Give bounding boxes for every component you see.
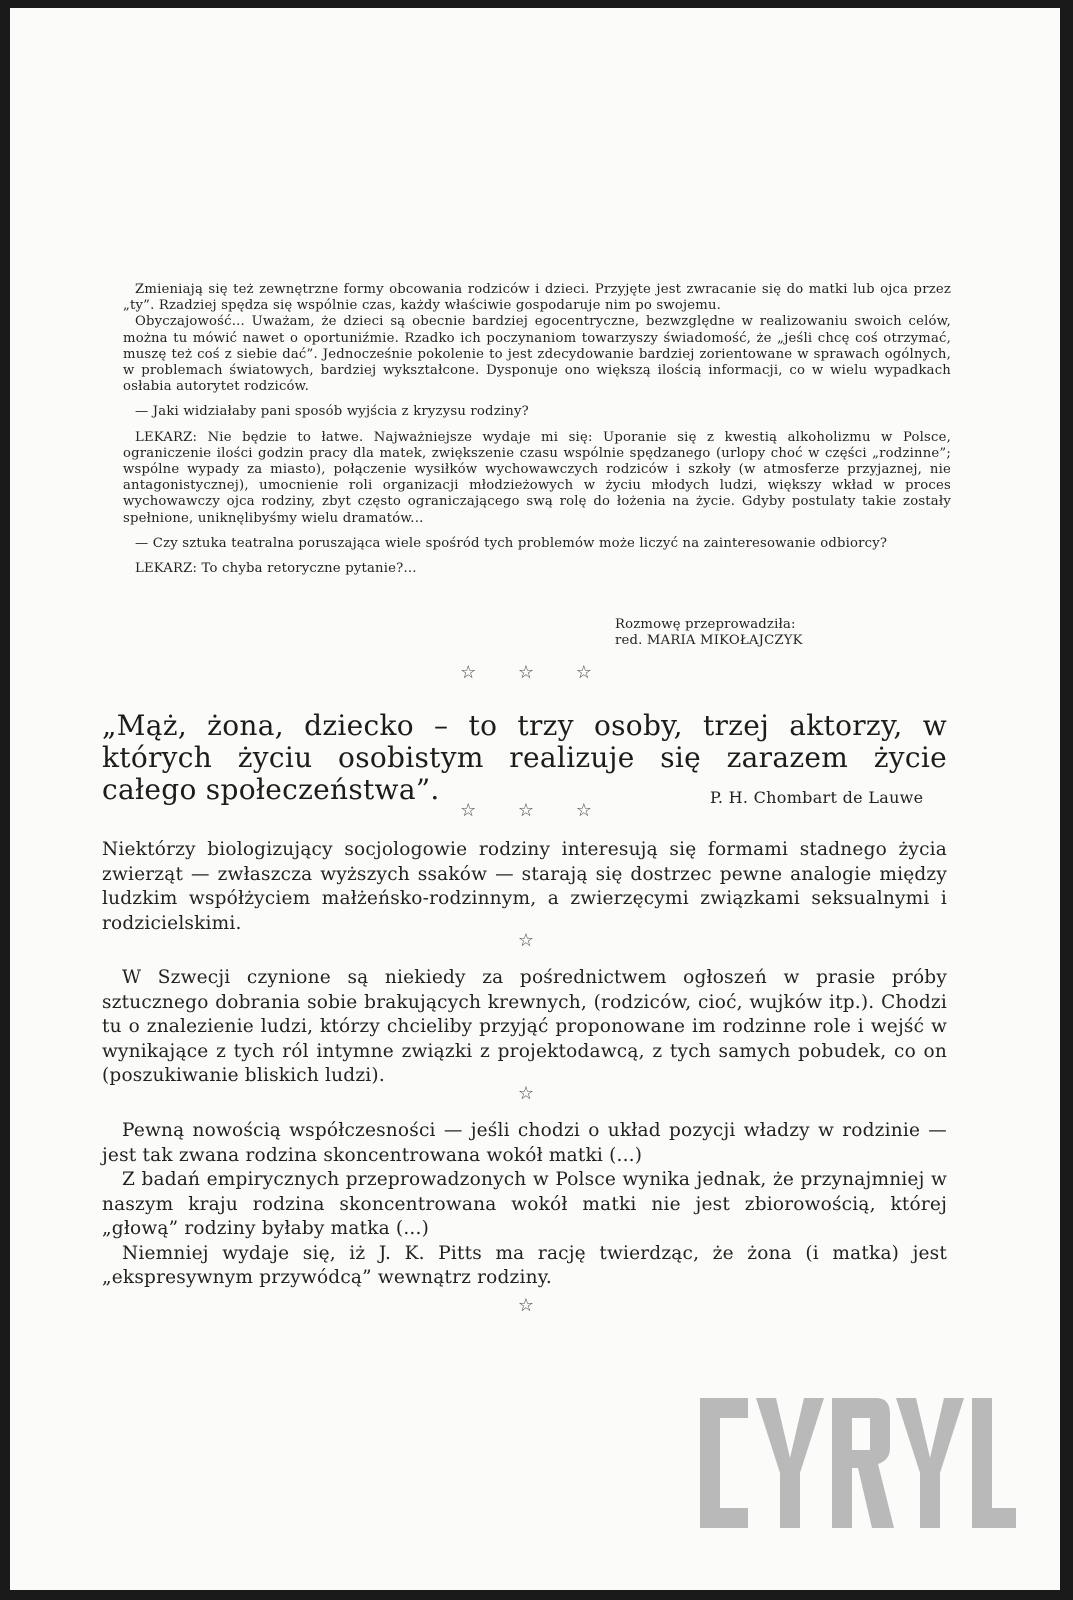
credit-line-2: red. MARIA MIKOŁAJCZYK (615, 633, 803, 648)
credit-line-1: Rozmowę przeprowadziła: (615, 617, 796, 632)
interview-section (123, 282, 951, 577)
document-page (10, 8, 1060, 1590)
watermark-letters (700, 1398, 1016, 1528)
star-separator-2: ☆ ☆ ☆ (460, 800, 610, 821)
section-3-paragraph-1: Pewną nowością współczesności — jeśli chodzi o układ pozycji władzy w rodzinie — jest tak zwana rodzina skoncentrowana wokół matki (...) (102, 1120, 947, 1166)
interview-answer-1: LEKARZ: Nie będzie to łatwe. Najważniejsze wydaje mi się: Uporanie się z kwestią alkoholizmu w Polsce, ograniczenie ilości godzin pracy dla matek, zwiększenie czasu wspólnie spędzanego (urlopy choć w części „rodzinne”; wspólne wypady za miasto), połączenie wysiłków wychowawczych rodziców i szkoły (w atmosferze przyjaznej, nie antagonistycznej), umocnienie roli organizacji młodzieżowych w życiu młodych ludzi, większy wkład w proces wychowawczy ojca rodziny, zbyt często ograniczającego swą rolę do łożenia na życie. Gdyby postulaty takie zostały spełnione, uniknęlibyśmy wielu dramatów... (123, 429, 951, 526)
section-3 (102, 1119, 947, 1291)
motto-quote: „Mąż, żona, dziecko – to trzy osoby, trzej aktorzy, w których życiu osobistym realizuje się zarazem życie całego społeczeństwa”. (102, 709, 947, 806)
star-separator-4: ☆ (517, 1083, 553, 1104)
section-1-text: Niektórzy biologizujący socjologowie rodziny interesują się formami stadnego życia zwierząt — zwłaszcza wyższych ssaków — starają się dostrzec pewne analogie między ludzkim współżyciem małżeńsko-rodzinnym, a zwierzęcymi związkami seksualnymi i rodzicielskimi. (102, 839, 947, 934)
section-3-paragraph-3: Niemniej wydaje się, iż J. K. Pitts ma rację twierdząc, że żona (i matka) jest „ekspresywnym przywódcą” wewnątrz rodziny. (102, 1242, 947, 1288)
section-1 (102, 838, 947, 936)
star-separator-3: ☆ (517, 930, 553, 951)
interview-answer-2: LEKARZ: To chyba retoryczne pytanie?... (135, 561, 417, 577)
section-2-text: W Szwecji czynione są niekiedy za pośrednictwem ogłoszeń w prasie próby sztucznego dobrania sobie brakujących krewnych, (rodziców, cioć, wujków itp.). Chodzi tu o znalezienie ludzi, którzy chcieliby przyjąć proponowane im rodzinne role i wejść w wynikające z tych ról intymne związki z projektodawcą, z tych samych pobudek, co on (poszukiwanie bliskich ludzi). (102, 967, 947, 1086)
section-3-paragraph-2: Z badań empirycznych przeprowadzonych w Polsce wynika jednak, że przynajmniej w naszym kraju rodzina skoncentrowana wokół matki nie jest zbiorowością, której „głową” rodziny byłaby matka (...) (102, 1169, 947, 1239)
interview-question-2: — Czy sztuka teatralna poruszająca wiele spośród tych problemów może liczyć na zainteresowanie odbiorcy? (135, 535, 888, 551)
interview-question-1: — Jaki widziałaby pani sposób wyjścia z kryzysu rodziny? (135, 404, 529, 420)
star-separator-1: ☆ ☆ ☆ (460, 662, 610, 683)
section-2 (102, 966, 947, 1089)
interview-paragraph-2: Obyczajowość... Uważam, że dzieci są obecnie bardziej egocentryczne, bezwzględne w realizowaniu swoich celów, można tu mówić nawet o oportuniźmie. Rzadko ich poczynaniom towarzyszy świadomość, że „jeśli chcę coś otrzymać, muszę też coś z siebie dać”. Jednocześnie pokolenie to jest zdecydowanie bardziej zorientowane w sprawach ogólnych, w problemach światowych, bardziej wykształcone. Dysponuje ono większą ilością informacji, co w wielu wypadkach osłabia autorytet rodziców. (123, 314, 951, 395)
star-separator-5: ☆ (517, 1295, 553, 1316)
interview-paragraph-1: Zmieniają się też zewnętrzne formy obcowania rodziców i dzieci. Przyjęte jest zwracanie się do matki lub ojca przez „ty”. Rzadziej spędza się wspólnie czas, każdy właściwie gospodaruje nim po swojemu. (123, 282, 951, 314)
interview-credit (615, 617, 803, 649)
motto-author: P. H. Chombart de Lauwe (710, 788, 924, 807)
cyryl-watermark-logo (690, 1388, 1020, 1538)
